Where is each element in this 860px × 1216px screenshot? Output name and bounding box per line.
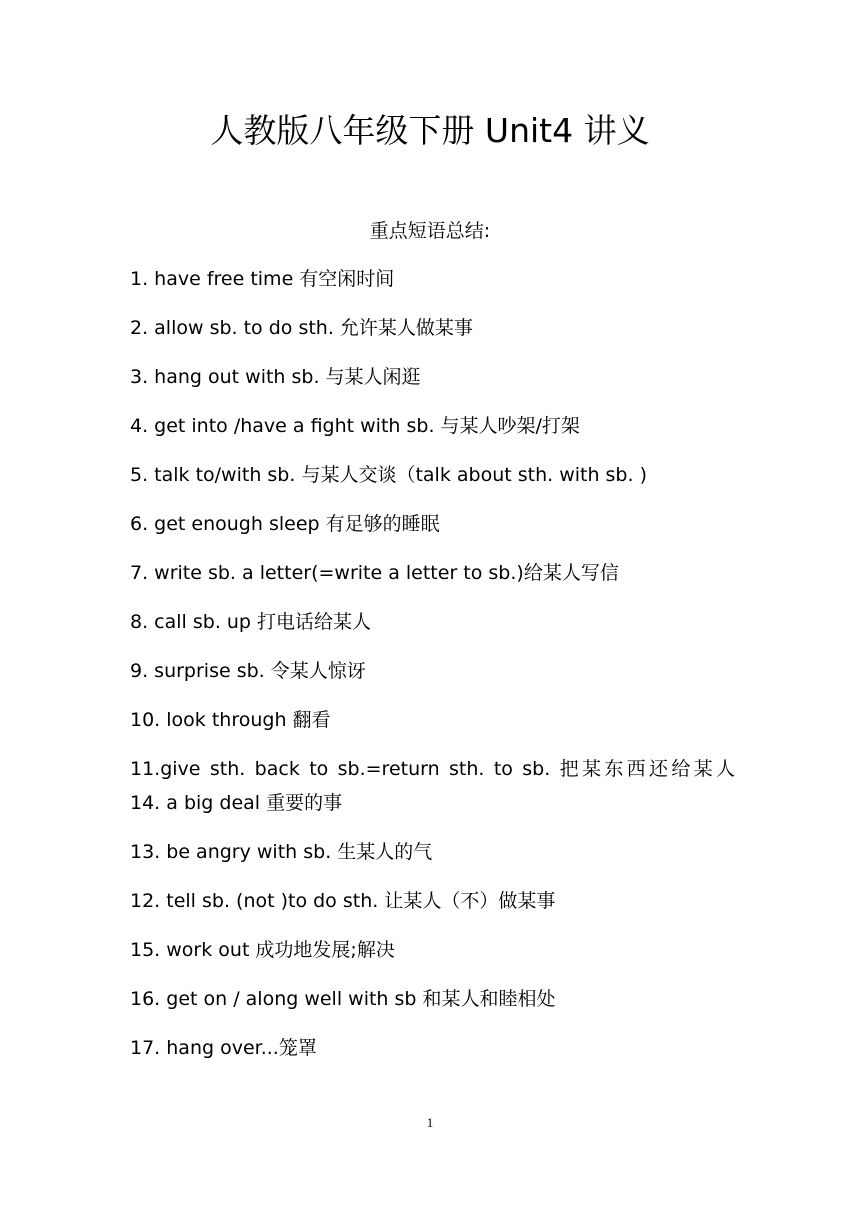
- phrase-item: 8. call sb. up 打电话给某人: [130, 611, 372, 633]
- phrase-item: 1. have free time 有空闲时间: [130, 268, 395, 290]
- phrase-item: 11.give sth. back to sb.=return sth. to sb. 把某东西还给某人: [130, 758, 735, 780]
- phrase-item: 4. get into /have a fight with sb. 与某人吵架/打架: [130, 415, 580, 437]
- phrase-item: 15. work out 成功地发展;解决: [130, 939, 395, 961]
- phrase-item: 14. a big deal 重要的事: [130, 792, 343, 814]
- section-heading: 重点短语总结:: [369, 220, 491, 242]
- phrase-item: 3. hang out with sb. 与某人闲逛: [130, 366, 421, 388]
- phrase-item: 7. write sb. a letter(=write a letter to sb.)给某人写信: [130, 562, 619, 584]
- page-number: 1: [426, 1115, 434, 1130]
- phrase-item: 5. talk to/with sb. 与某人交谈（talk about sth. with sb. ): [130, 464, 647, 486]
- phrase-item: 16. get on / along well with sb 和某人和睦相处: [130, 988, 556, 1010]
- phrase-item: 6. get enough sleep 有足够的睡眠: [130, 513, 440, 535]
- phrase-list: [130, 264, 735, 1082]
- phrase-item: 9. surprise sb. 令某人惊讶: [130, 660, 366, 682]
- phrase-item: 12. tell sb. (not )to do sth. 让某人（不）做某事: [130, 890, 556, 912]
- phrase-item: 10. look through 翻看: [130, 709, 331, 731]
- phrase-item: 13. be angry with sb. 生某人的气: [130, 841, 433, 863]
- phrase-item: 2. allow sb. to do sth. 允许某人做某事: [130, 317, 473, 339]
- phrase-item: 17. hang over...笼罩: [130, 1037, 317, 1059]
- page-title: 人教版八年级下册 Unit4 讲义: [210, 111, 650, 150]
